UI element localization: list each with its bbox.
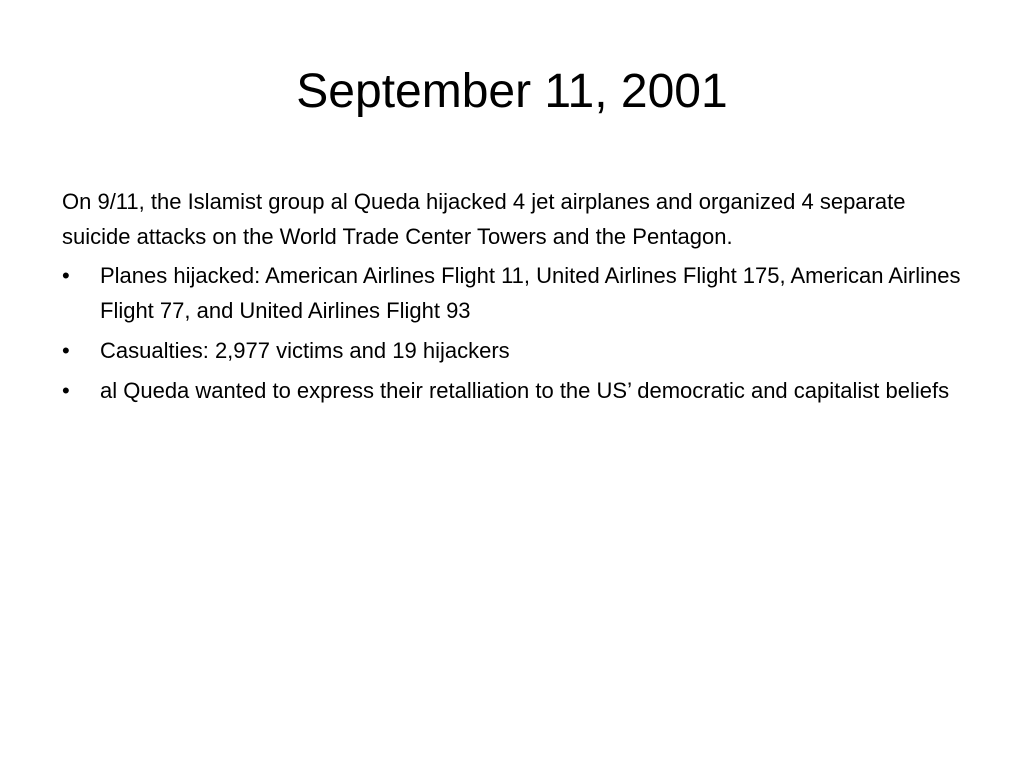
- bullet-list: [62, 258, 972, 408]
- bullet-icon: •: [62, 338, 70, 363]
- slide-body: [62, 184, 972, 413]
- bullet-icon: •: [62, 378, 70, 403]
- bullet-text: Casualties: 2,977 victims and 19 hijackers: [100, 338, 510, 363]
- slide-title: September 11, 2001: [296, 65, 728, 118]
- bullet-item-casualties: [62, 333, 972, 368]
- bullet-text: al Queda wanted to express their retalliation to the US’ democratic and capitalist beliefs: [100, 378, 950, 403]
- bullet-item-planes: [62, 258, 972, 328]
- intro-paragraph: On 9/11, the Islamist group al Queda hijacked 4 jet airplanes and organized 4 separate suicide attacks on the World Trade Center Towers and the Pentagon.: [62, 189, 906, 249]
- bullet-icon: •: [62, 263, 70, 288]
- bullet-item-motive: [62, 373, 972, 408]
- bullet-text: Planes hijacked: American Airlines Flight 11, United Airlines Flight 175, American Airlines Flight 77, and United Airlines Flight 93: [100, 263, 961, 323]
